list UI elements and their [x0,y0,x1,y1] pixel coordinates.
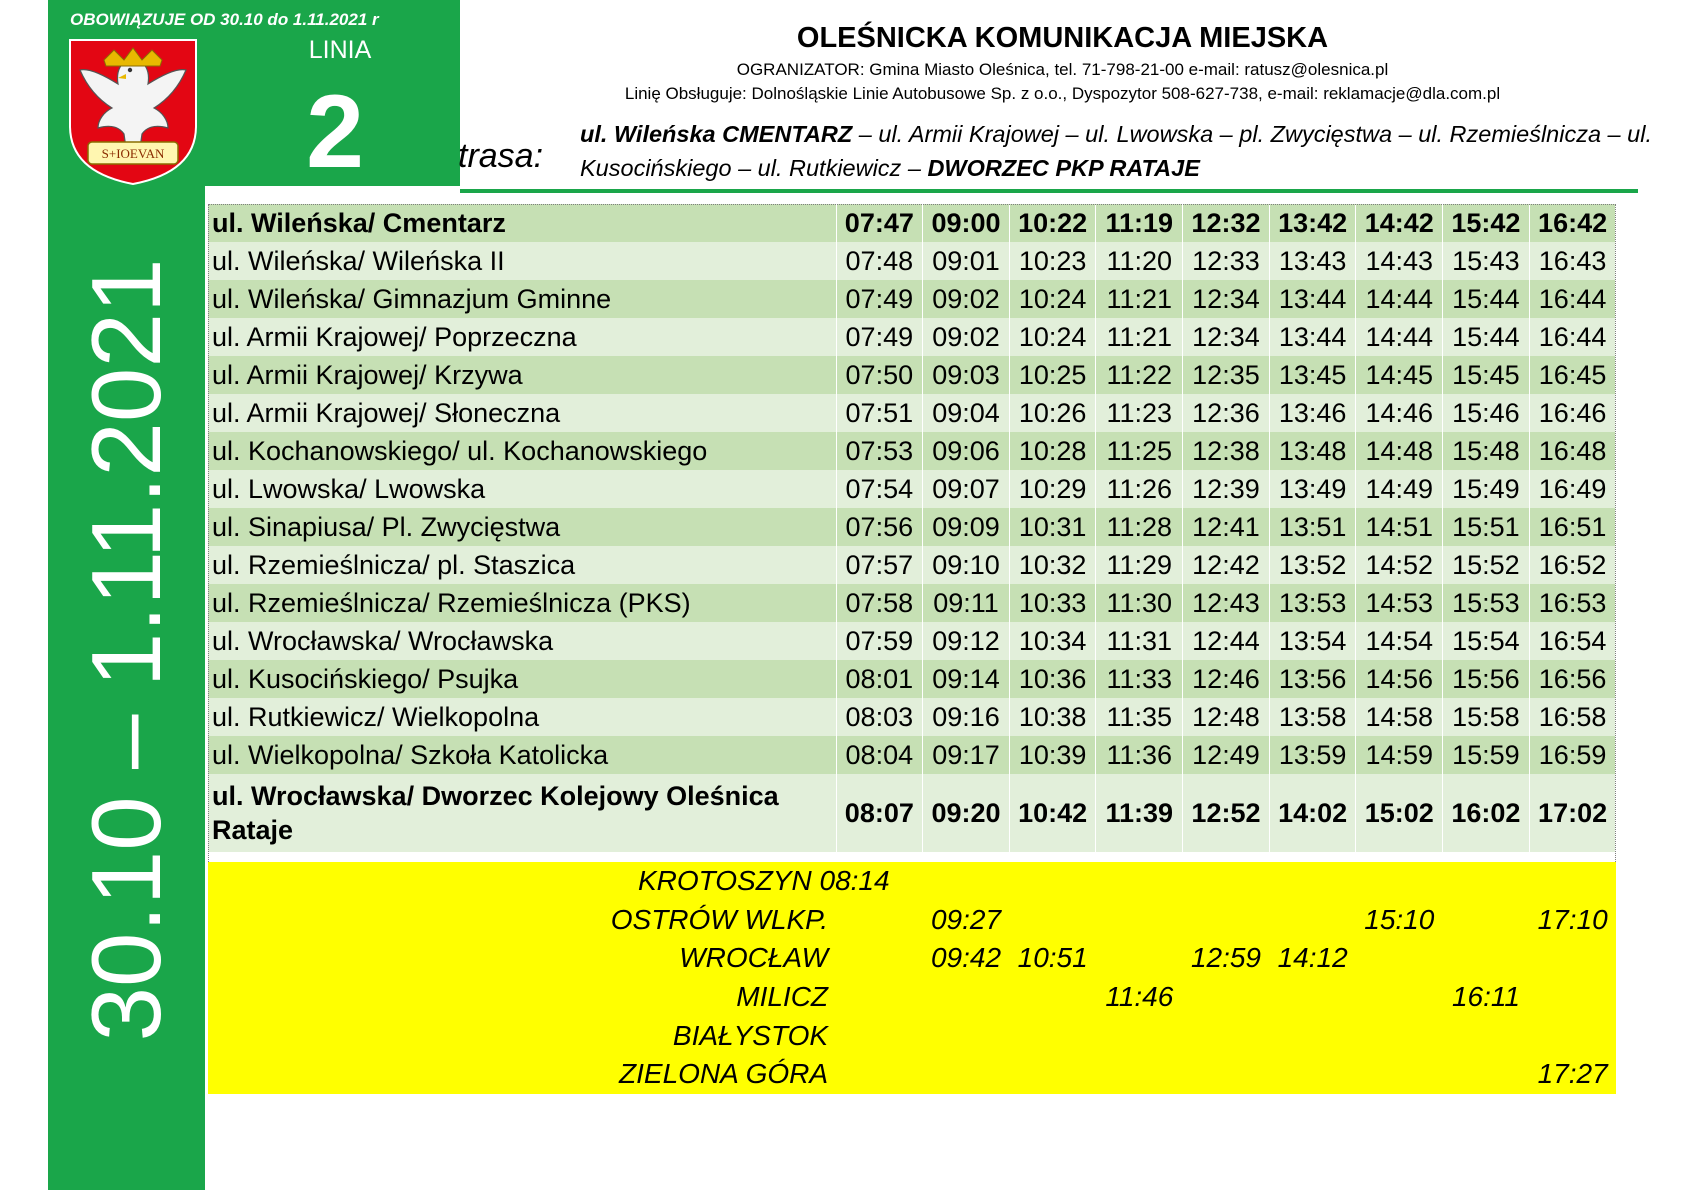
connection-time [1443,1055,1530,1094]
departure-time: 13:44 [1269,280,1356,318]
connection-time: 12:59 [1190,942,1262,974]
departure-time: 16:53 [1529,584,1616,622]
connection-time [1096,939,1183,978]
departure-time: 12:44 [1183,622,1270,660]
departure-time: 07:54 [836,470,923,508]
departure-time: 07:51 [836,394,923,432]
departure-time: 12:38 [1183,432,1270,470]
departure-time: 09:16 [923,698,1010,736]
stop-name: ul. Sinapiusa/ Pl. Zwycięstwa [208,508,836,546]
departure-time: 14:56 [1356,660,1443,698]
departure-time: 10:32 [1009,546,1096,584]
departure-time: 13:43 [1269,242,1356,280]
connection-city: OSTRÓW WLKP. [610,903,829,935]
departure-time: 09:03 [923,356,1010,394]
departure-time: 14:02 [1269,774,1356,852]
departure-time: 10:28 [1009,432,1096,470]
departure-time: 07:57 [836,546,923,584]
connection-time [1096,901,1183,940]
departure-time: 15:59 [1443,736,1530,774]
connection-time [1443,1016,1530,1055]
connection-time [1356,862,1443,901]
stop-name: ul. Wielkopolna/ Szkoła Katolicka [208,736,836,774]
departure-time: 16:49 [1529,470,1616,508]
departure-time: 12:46 [1183,660,1270,698]
departure-time: 12:36 [1183,394,1270,432]
departure-time: 09:17 [923,736,1010,774]
departure-time: 14:54 [1356,622,1443,660]
departure-time: 11:19 [1096,204,1183,242]
departure-time: 14:46 [1356,394,1443,432]
departure-time: 13:56 [1269,660,1356,698]
table-row [208,204,1616,242]
departure-time: 15:49 [1443,470,1530,508]
header-divider [460,189,1638,193]
table-row [208,508,1616,546]
departure-time: 07:59 [836,622,923,660]
departure-time: 16:44 [1529,280,1616,318]
departure-time: 11:22 [1096,356,1183,394]
departure-time: 13:42 [1269,204,1356,242]
departure-time: 10:25 [1009,356,1096,394]
departure-time: 16:02 [1443,774,1530,852]
departure-time: 07:49 [836,318,923,356]
departure-time: 11:25 [1096,432,1183,470]
table-row [208,698,1616,736]
connection-city: ZIELONA GÓRA [619,1058,829,1090]
departure-time: 14:45 [1356,356,1443,394]
departure-time: 08:03 [836,698,923,736]
departure-time: 12:48 [1183,698,1270,736]
departure-time: 13:58 [1269,698,1356,736]
departure-time: 11:23 [1096,394,1183,432]
olesnica-crest-logo [68,38,198,186]
organizer-info: OGRANIZATOR: Gmina Miasto Oleśnica, tel. 71-798-21-00 e-mail: ratusz@olesnica.pl [736,60,1389,79]
connection-time [1443,901,1530,940]
connection-time: 16:11 [1451,981,1520,1013]
departure-time: 13:52 [1269,546,1356,584]
connection-time [1529,862,1616,901]
departure-time: 12:34 [1183,280,1270,318]
departure-time: 09:09 [923,508,1010,546]
departure-time: 16:44 [1529,318,1616,356]
stop-name: ul. Wileńska/ Wileńska II [208,242,836,280]
connection-time: 09:42 [930,942,1002,974]
table-row [208,584,1616,622]
connection-city: KROTOSZYN 08:14 [638,865,890,897]
stop-name: ul. Wileńska/ Gimnazjum Gminne [208,280,836,318]
departure-time: 11:29 [1096,546,1183,584]
table-row [208,660,1616,698]
stop-name: ul. Kochanowskiego/ ul. Kochanowskiego [208,432,836,470]
departure-time: 16:42 [1529,204,1616,242]
departure-time: 13:48 [1269,432,1356,470]
departure-time: 14:51 [1356,508,1443,546]
departure-time: 08:04 [836,736,923,774]
departure-time: 15:48 [1443,432,1530,470]
connection-city: WROCŁAW [679,942,829,974]
connection-time [1269,978,1356,1017]
departure-time: 09:20 [923,774,1010,852]
departure-time: 09:10 [923,546,1010,584]
departure-time: 11:30 [1096,584,1183,622]
timetable [208,204,1616,852]
departure-time: 11:36 [1096,736,1183,774]
departure-time: 10:29 [1009,470,1096,508]
connection-row [208,1016,1616,1055]
departure-time: 07:50 [836,356,923,394]
departure-time: 11:21 [1096,318,1183,356]
line-number: 2 [306,74,364,190]
connection-time [836,901,923,940]
departure-time: 10:24 [1009,280,1096,318]
validity-note: OBOWIĄZUJE OD 30.10 do 1.11.2021 r [70,10,379,29]
departure-time: 09:04 [923,394,1010,432]
departure-time: 15:54 [1443,622,1530,660]
connection-time [1529,939,1616,978]
departure-time: 12:43 [1183,584,1270,622]
departure-time: 12:52 [1183,774,1270,852]
departure-time: 09:12 [923,622,1010,660]
connection-time [1269,901,1356,940]
departure-time: 16:43 [1529,242,1616,280]
connection-time [1356,1016,1443,1055]
operator-info: Linię Obsługuje: Dolnośląskie Linie Autobusowe Sp. z o.o., Dyspozytor 508-627-738, e-mail: reklamacje@dla.com.pl [624,84,1501,103]
connection-time: 17:27 [1537,1058,1608,1090]
connection-row [208,862,1616,901]
connection-time [1269,1016,1356,1055]
route-label: trasa: [458,137,544,175]
connection-time [923,1055,1010,1094]
connections-table [208,862,1616,1094]
connection-time: 10:51 [1017,942,1088,974]
stop-name: ul. Wileńska/ Cmentarz [208,204,836,242]
table-row [208,736,1616,774]
departure-time: 08:01 [836,660,923,698]
stop-name: ul. Wrocławska/ Wrocławska [208,622,836,660]
departure-time: 12:32 [1183,204,1270,242]
departure-time: 14:49 [1356,470,1443,508]
departure-time: 14:58 [1356,698,1443,736]
departure-time: 10:42 [1009,774,1096,852]
departure-time: 10:38 [1009,698,1096,736]
vertical-validity-dates: 30.10 – 1.11.2021 [71,258,181,1042]
departure-time: 10:31 [1009,508,1096,546]
connection-time [1443,939,1530,978]
connection-time [836,1055,923,1094]
connection-time [1183,1055,1270,1094]
connection-time [923,1016,1010,1055]
departure-time: 14:59 [1356,736,1443,774]
departure-time: 11:20 [1096,242,1183,280]
departure-time: 15:43 [1443,242,1530,280]
line-label: LINIA [308,36,372,64]
departure-time: 16:59 [1529,736,1616,774]
departure-time: 16:45 [1529,356,1616,394]
connection-time: 14:12 [1277,942,1348,974]
departure-time: 08:07 [836,774,923,852]
stop-name: ul. Rzemieślnicza/ pl. Staszica [208,546,836,584]
connection-time [1009,901,1096,940]
departure-time: 13:54 [1269,622,1356,660]
departure-time: 09:07 [923,470,1010,508]
connection-time [1356,1055,1443,1094]
stop-name: ul. Armii Krajowej/ Krzywa [208,356,836,394]
connection-time [1356,978,1443,1017]
table-row [208,470,1616,508]
departure-time: 10:34 [1009,622,1096,660]
table-row [208,622,1616,660]
departure-time: 14:52 [1356,546,1443,584]
connection-time [923,862,1010,901]
stop-name: ul. Rzemieślnicza/ Rzemieślnicza (PKS) [208,584,836,622]
departure-time: 13:51 [1269,508,1356,546]
connection-time [836,978,923,1017]
route-start: ul. Wileńska CMENTARZ [580,121,853,147]
departure-time: 12:49 [1183,736,1270,774]
departure-time: 07:48 [836,242,923,280]
departure-time: 16:51 [1529,508,1616,546]
departure-time: 07:47 [836,204,923,242]
departure-time: 17:02 [1529,774,1616,852]
departure-time: 11:31 [1096,622,1183,660]
table-row [208,432,1616,470]
route-middle: – ul. Armii Krajowej – ul. Lwowska – pl. Zwycięstwa – ul. Rzemieślnicza – ul. Kusocińskiego – ul. Rutkiewicz – [580,121,1652,181]
connection-time [1269,862,1356,901]
departure-time: 10:22 [1009,204,1096,242]
departure-time: 16:48 [1529,432,1616,470]
stop-name: ul. Armii Krajowej/ Słoneczna [208,394,836,432]
departure-time: 13:46 [1269,394,1356,432]
connection-time [1269,1055,1356,1094]
departure-time: 11:21 [1096,280,1183,318]
departure-time: 07:49 [836,280,923,318]
connection-city: MILICZ [736,981,829,1013]
connection-time [1009,1055,1096,1094]
departure-time: 16:58 [1529,698,1616,736]
connection-time [1009,862,1096,901]
departure-time: 13:59 [1269,736,1356,774]
departure-time: 09:02 [923,280,1010,318]
connection-city: BIAŁYSTOK [672,1019,829,1051]
departure-time: 15:52 [1443,546,1530,584]
departure-time: 10:36 [1009,660,1096,698]
departure-time: 15:42 [1443,204,1530,242]
connection-time: 15:10 [1364,903,1435,935]
departure-time: 09:01 [923,242,1010,280]
departure-time: 16:52 [1529,546,1616,584]
departure-time: 15:56 [1443,660,1530,698]
departure-time: 09:11 [923,584,1010,622]
departure-time: 15:46 [1443,394,1530,432]
departure-time: 13:49 [1269,470,1356,508]
departure-time: 15:45 [1443,356,1530,394]
connection-time [1356,939,1443,978]
departure-time: 07:56 [836,508,923,546]
stop-name: ul. Wrocławska/ Dworzec Kolejowy Oleśnica Rataje [208,774,836,852]
connection-time [1183,978,1270,1017]
connection-time [1529,1016,1616,1055]
departure-time: 12:33 [1183,242,1270,280]
departure-time: 10:26 [1009,394,1096,432]
connection-time [1009,1016,1096,1055]
connection-time: 17:10 [1537,903,1608,935]
connection-time [1183,862,1270,901]
departure-time: 12:41 [1183,508,1270,546]
departure-time: 09:14 [923,660,1010,698]
departure-time: 13:44 [1269,318,1356,356]
connection-row [208,939,1616,978]
departure-time: 11:39 [1096,774,1183,852]
connection-time [836,1016,923,1055]
departure-time: 13:45 [1269,356,1356,394]
table-row [208,774,1616,852]
connection-time [836,939,923,978]
departure-time: 14:43 [1356,242,1443,280]
connection-time [1183,901,1270,940]
departure-time: 14:44 [1356,318,1443,356]
stop-name: ul. Lwowska/ Lwowska [208,470,836,508]
table-row [208,280,1616,318]
departure-time: 12:39 [1183,470,1270,508]
departure-time: 09:06 [923,432,1010,470]
departure-time: 12:42 [1183,546,1270,584]
page-title: OLEŚNICKA KOMUNIKACJA MIEJSKA [796,22,1329,54]
departure-time: 11:33 [1096,660,1183,698]
stop-name: ul. Kusocińskiego/ Psujka [208,660,836,698]
departure-time: 14:48 [1356,432,1443,470]
departure-time: 13:53 [1269,584,1356,622]
route-end: DWORZEC PKP RATAJE [927,155,1200,181]
departure-time: 16:54 [1529,622,1616,660]
connection-time [1443,862,1530,901]
connection-row [208,978,1616,1017]
stop-name: ul. Rutkiewicz/ Wielkopolna [208,698,836,736]
departure-time: 15:53 [1443,584,1530,622]
departure-time: 12:35 [1183,356,1270,394]
table-row [208,546,1616,584]
table-row [208,242,1616,280]
connection-row [208,901,1616,940]
departure-time: 09:02 [923,318,1010,356]
departure-time: 15:44 [1443,280,1530,318]
stop-name: ul. Armii Krajowej/ Poprzeczna [208,318,836,356]
route-description [580,117,1660,185]
departure-time: 15:58 [1443,698,1530,736]
departure-time: 16:46 [1529,394,1616,432]
departure-time: 10:24 [1009,318,1096,356]
connection-time [1096,1055,1183,1094]
departure-time: 10:33 [1009,584,1096,622]
connection-time [1183,1016,1270,1055]
departure-time: 07:53 [836,432,923,470]
departure-time: 07:58 [836,584,923,622]
connection-time: 11:46 [1105,981,1174,1013]
departure-time: 15:02 [1356,774,1443,852]
departure-time: 11:35 [1096,698,1183,736]
connection-time [1009,978,1096,1017]
departure-time: 15:44 [1443,318,1530,356]
departure-time: 11:28 [1096,508,1183,546]
table-row [208,394,1616,432]
departure-time: 16:56 [1529,660,1616,698]
departure-time: 15:51 [1443,508,1530,546]
connection-time [1529,978,1616,1017]
departure-time: 14:53 [1356,584,1443,622]
departure-time: 10:23 [1009,242,1096,280]
departure-time: 14:42 [1356,204,1443,242]
crest-lettering: S+IOEVAN [101,146,165,161]
departure-time: 14:44 [1356,280,1443,318]
connection-time [923,978,1010,1017]
connection-row [208,1055,1616,1094]
departure-time: 11:26 [1096,470,1183,508]
connection-time [1096,1016,1183,1055]
table-row [208,356,1616,394]
table-row [208,318,1616,356]
departure-time: 12:34 [1183,318,1270,356]
departure-time: 10:39 [1009,736,1096,774]
connection-time: 09:27 [930,903,1002,935]
connection-time [1096,862,1183,901]
departure-time: 09:00 [923,204,1010,242]
